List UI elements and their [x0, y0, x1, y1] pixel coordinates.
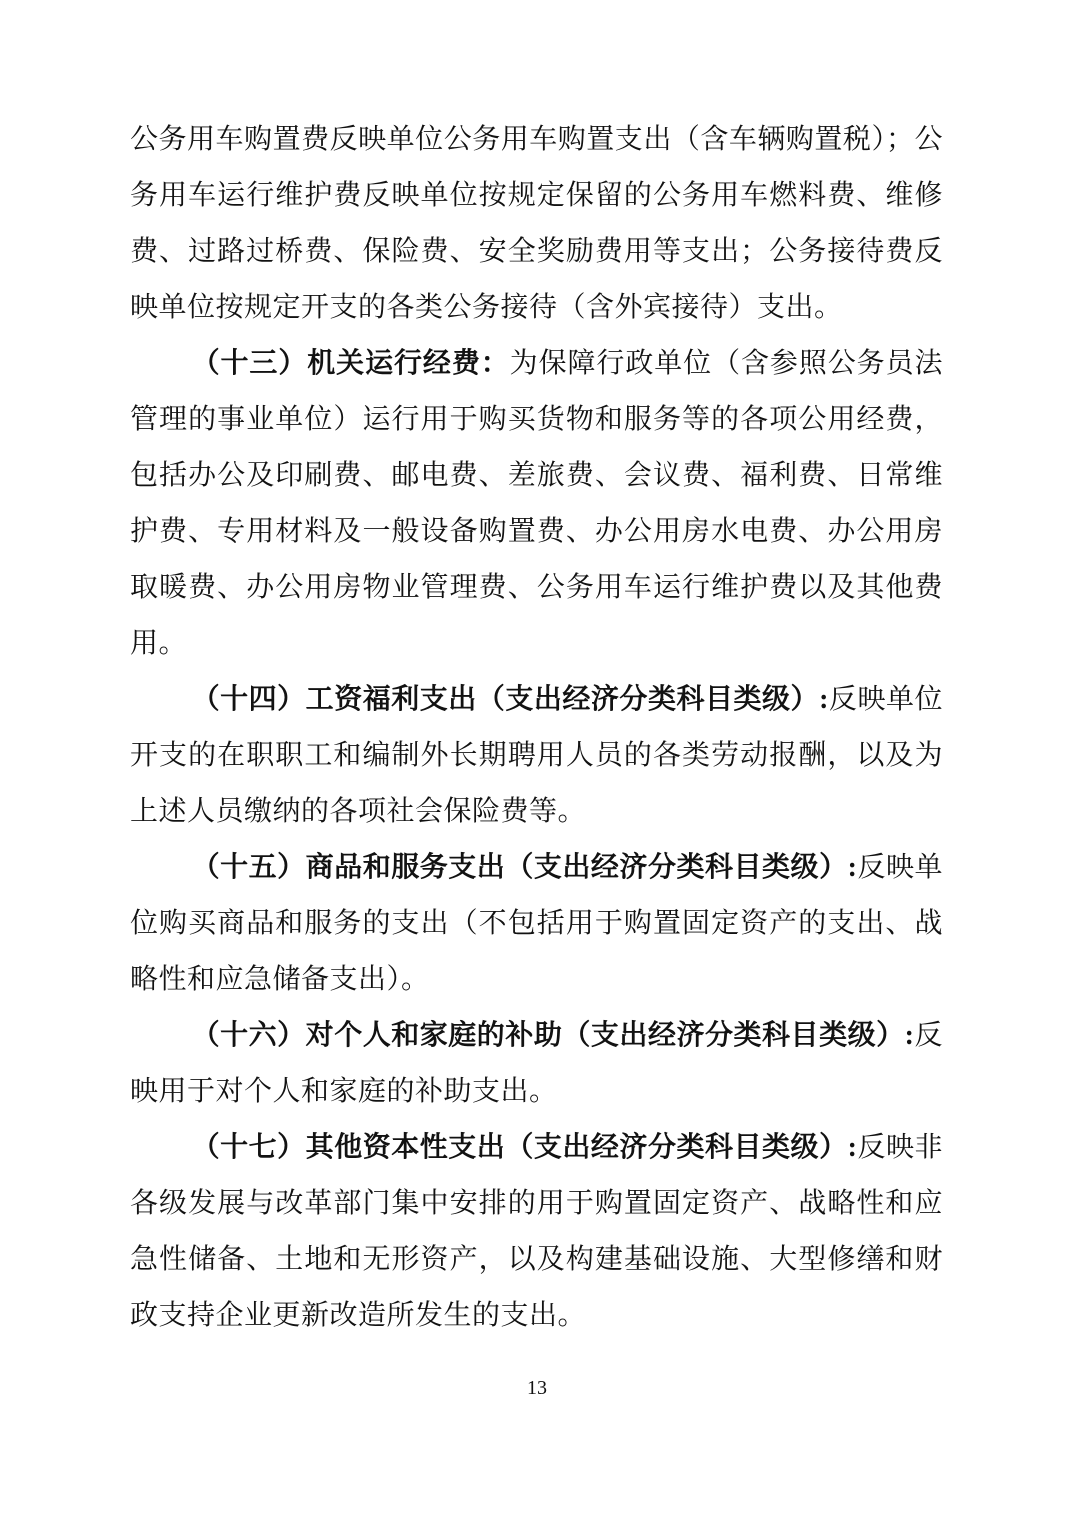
paragraph-heading: （十五）商品和服务支出（支出经济分类科目类级）:: [191, 852, 858, 883]
document-body: [130, 112, 943, 1344]
paragraph: [130, 1008, 943, 1120]
paragraph-text: 为保障行政单位（含参照公务员法管理的事业单位）运行用于购买货物和服务等的各项公用经费，包括办公及印刷费、邮电费、差旅费、会议费、福利费、日常维护费、专用材料及一般设备购置费、办公用房水电费、办公用房取暖费、办公用房物业管理费、公务用车运行维护费以及其他费用。: [130, 348, 943, 659]
paragraph-heading: （十三）机关运行经费：: [191, 348, 510, 379]
paragraph: [130, 112, 943, 336]
paragraph-text: 公务用车购置费反映单位公务用车购置支出（含车辆购置税）；公务用车运行维护费反映单位按规定保留的公务用车燃料费、维修费、过路过桥费、保险费、安全奖励费用等支出；公务接待费反映单位按规定开支的各类公务接待（含外宾接待）支出。: [130, 124, 943, 323]
paragraph: [130, 1120, 943, 1344]
paragraph: [130, 840, 943, 1008]
paragraph: [130, 336, 943, 672]
paragraph-heading: （十六）对个人和家庭的补助（支出经济分类科目类级）:: [191, 1020, 915, 1051]
paragraph-text: 反映单位购买商品和服务的支出（不包括用于购置固定资产的支出、战略性和应急储备支出）。: [130, 852, 943, 995]
paragraph-heading: （十七）其他资本性支出（支出经济分类科目类级）:: [191, 1132, 858, 1163]
page-number: 13: [527, 1377, 547, 1399]
paragraph-heading: （十四）工资福利支出（支出经济分类科目类级）:: [191, 684, 829, 715]
paragraph-text: 反映非各级发展与改革部门集中安排的用于购置固定资产、战略性和应急性储备、土地和无形资产，以及构建基础设施、大型修缮和财政支持企业更新改造所发生的支出。: [130, 1132, 943, 1331]
paragraph-text: 反映用于对个人和家庭的补助支出。: [130, 1020, 943, 1107]
paragraph: [130, 672, 943, 840]
paragraph-text: 反映单位开支的在职职工和编制外长期聘用人员的各类劳动报酬，以及为上述人员缴纳的各项社会保险费等。: [130, 684, 943, 827]
